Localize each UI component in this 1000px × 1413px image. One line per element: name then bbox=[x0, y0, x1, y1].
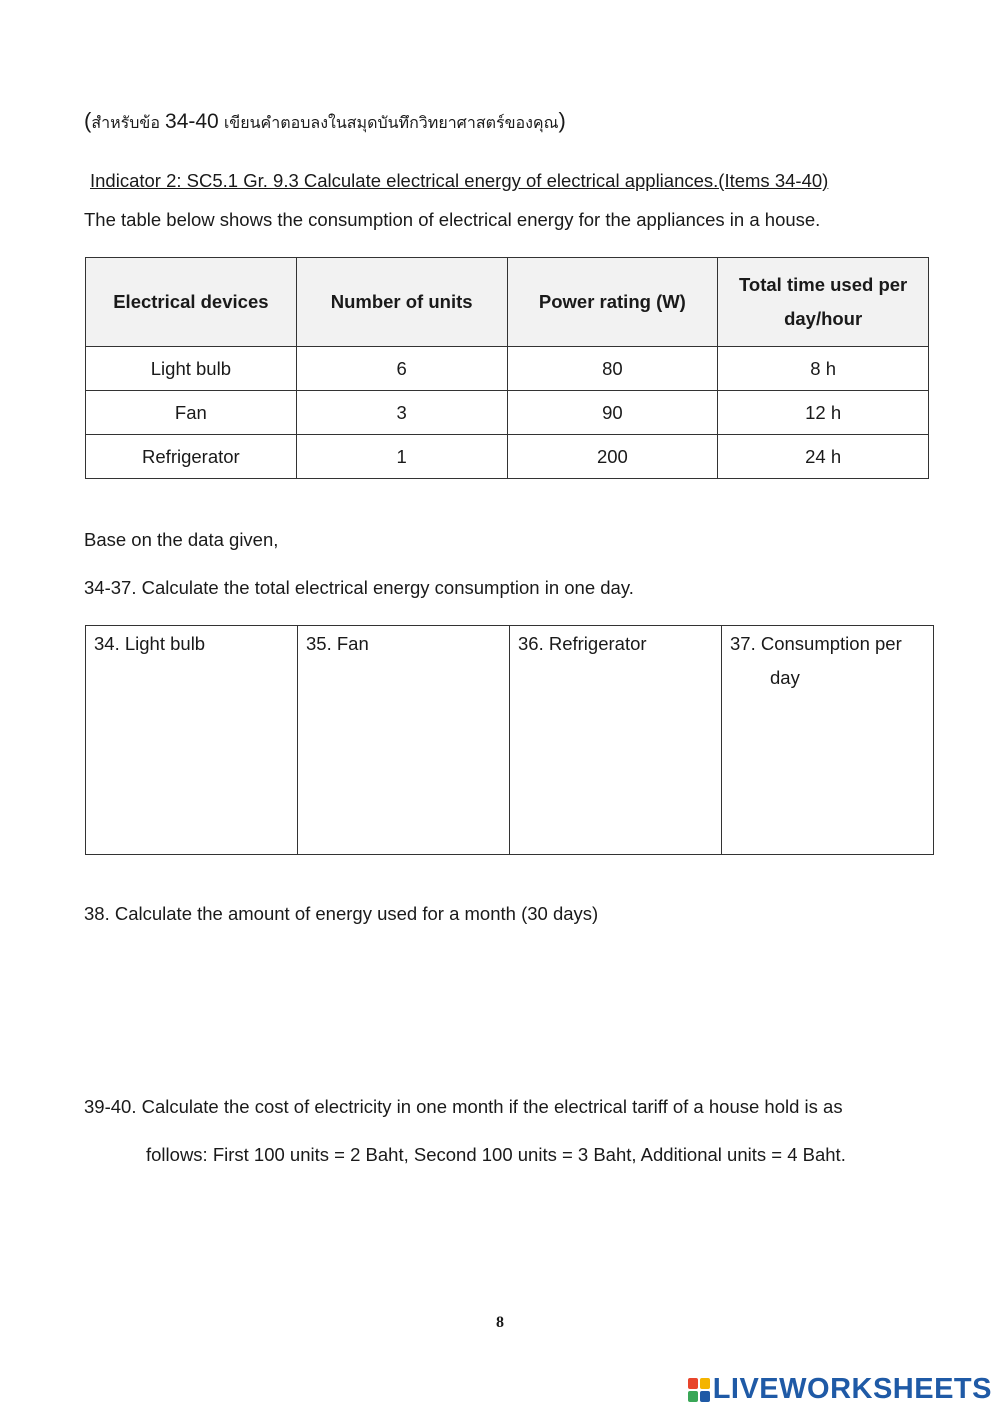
cell-time: 12 h bbox=[718, 391, 929, 435]
cell-device: Light bulb bbox=[86, 347, 297, 391]
logo-square bbox=[700, 1378, 710, 1389]
cell-time: 8 h bbox=[718, 347, 929, 391]
instruction-note bbox=[84, 108, 566, 136]
logo-text: LIVEWORKSHEETS bbox=[712, 1373, 992, 1405]
page-number: 8 bbox=[496, 1314, 504, 1331]
thai-prefix: สำหรับข้อ bbox=[91, 113, 166, 132]
answer-label-36: 36. Refrigerator bbox=[518, 633, 647, 654]
answer-label-37-cont: day bbox=[770, 667, 800, 688]
base-text: Base on the data given, bbox=[84, 529, 279, 550]
liveworksheets-logo-icon bbox=[688, 1378, 710, 1402]
answer-label-37: 37. Consumption per bbox=[730, 633, 902, 654]
intro-text: The table below shows the consumption of electrical energy for the appliances in a house. bbox=[84, 209, 821, 230]
cell-device: Fan bbox=[86, 391, 297, 435]
header-power: Power rating (W) bbox=[507, 258, 718, 347]
header-device: Electrical devices bbox=[86, 258, 297, 347]
answer-label-35: 35. Fan bbox=[306, 633, 369, 654]
liveworksheets-logo bbox=[688, 1375, 992, 1404]
table-row bbox=[86, 391, 929, 435]
answer-cell-35[interactable] bbox=[298, 626, 510, 855]
answer-cell-34[interactable] bbox=[86, 626, 298, 855]
table-row bbox=[86, 347, 929, 391]
logo-square bbox=[688, 1391, 698, 1402]
answer-cell-37[interactable] bbox=[722, 626, 934, 855]
cell-units: 1 bbox=[296, 435, 507, 479]
answer-table bbox=[85, 625, 934, 855]
appliance-table bbox=[85, 257, 929, 479]
open-paren: ( bbox=[84, 108, 92, 133]
cell-units: 6 bbox=[296, 347, 507, 391]
cell-units: 3 bbox=[296, 391, 507, 435]
item-range: 34-40 bbox=[165, 110, 219, 133]
logo-square bbox=[688, 1378, 698, 1389]
answer-label-34: 34. Light bulb bbox=[94, 633, 206, 654]
question-39-40-cont: follows: First 100 units = 2 Baht, Second 100 units = 3 Baht, Additional units = 4 Baht. bbox=[146, 1144, 846, 1165]
question-39-40: 39-40. Calculate the cost of electricity in one month if the electrical tariff of a house hold is as bbox=[84, 1096, 843, 1117]
question-38: 38. Calculate the amount of energy used for a month (30 days) bbox=[84, 903, 599, 924]
table-row bbox=[86, 435, 929, 479]
close-paren: ) bbox=[558, 108, 566, 133]
cell-power: 90 bbox=[507, 391, 718, 435]
cell-power: 80 bbox=[507, 347, 718, 391]
thai-suffix: เขียนคำตอบลงในสมุดบันทึกวิทยาศาสตร์ของคุณ bbox=[218, 113, 559, 132]
cell-device: Refrigerator bbox=[86, 435, 297, 479]
cell-time: 24 h bbox=[718, 435, 929, 479]
table-header-row bbox=[86, 258, 929, 347]
indicator-heading: Indicator 2: SC5.1 Gr. 9.3 Calculate electrical energy of electrical appliances.(Items 34-40) bbox=[90, 170, 829, 191]
header-time: Total time used per day/hour bbox=[718, 258, 929, 347]
logo-square bbox=[700, 1391, 710, 1402]
answer-row bbox=[86, 626, 934, 855]
answer-cell-36[interactable] bbox=[510, 626, 722, 855]
cell-power: 200 bbox=[507, 435, 718, 479]
header-units: Number of units bbox=[296, 258, 507, 347]
question-34-37: 34-37. Calculate the total electrical energy consumption in one day. bbox=[84, 577, 634, 598]
